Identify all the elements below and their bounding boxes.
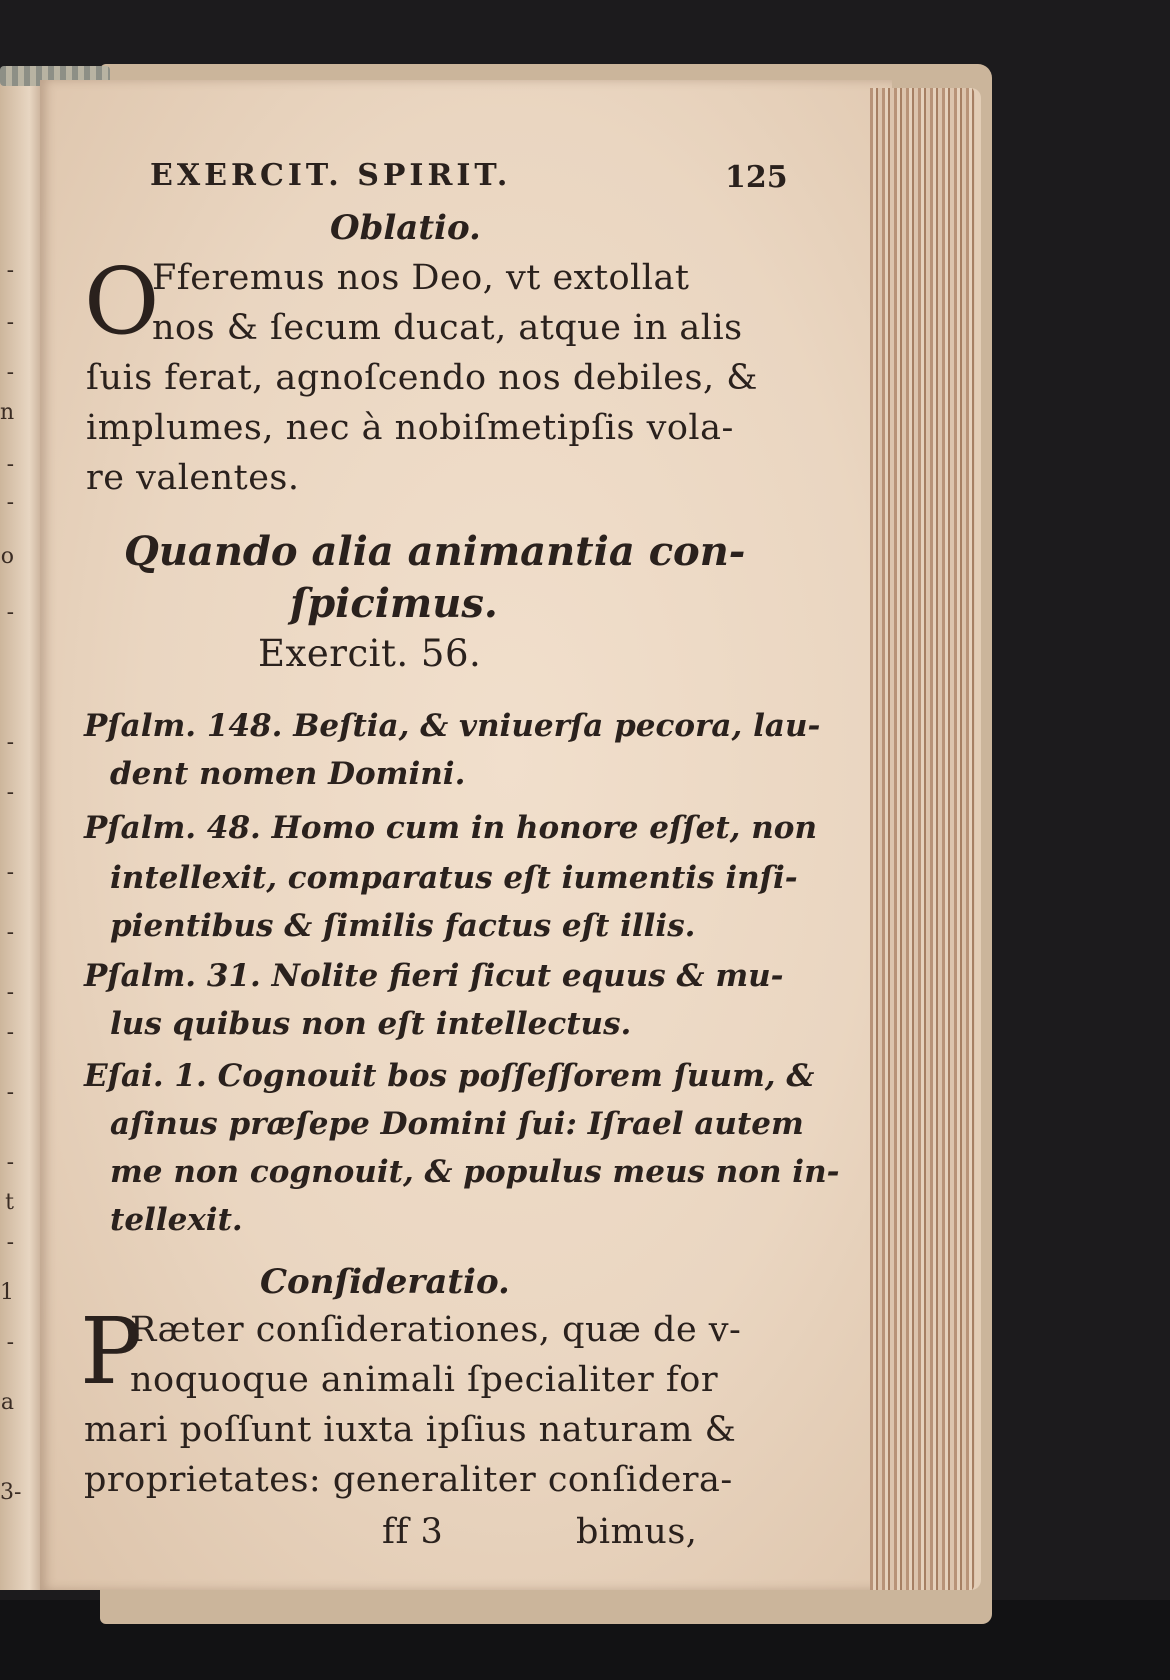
citation-line: dent nomen Domini.: [110, 756, 466, 792]
citation-line: intellexit, comparatus eſt iumentis inſi-: [110, 860, 798, 896]
citation-line: Eſai. 1. Cognouit bos poſſeſſorem ſuum, &: [84, 1058, 815, 1094]
citation-line: Pſalm. 48. Homo cum in honore eſſet, non: [84, 810, 818, 846]
running-title: EXERCIT. SPIRIT.: [150, 158, 512, 193]
page-number: 125: [725, 160, 788, 195]
left-page-fragment: t: [5, 1190, 14, 1215]
catchword: bimus,: [576, 1512, 698, 1552]
left-page-fragment: -: [6, 1330, 14, 1355]
citation-line: lus quibus non eſt intellectus.: [110, 1006, 632, 1042]
left-page-fragment: -: [6, 1080, 14, 1105]
oblatio-line: Fferemus nos Deo, vt extollat: [152, 258, 690, 298]
left-page-fragment: -: [6, 600, 14, 625]
exercise-number: Exercit. 56.: [258, 632, 482, 675]
left-page-fragment: 3-: [0, 1480, 22, 1505]
left-page-fragment: 1: [0, 1280, 14, 1305]
section-title: Quando alia animantia con-: [124, 528, 746, 575]
left-page-fragment: -: [6, 1230, 14, 1255]
citation-line: Pſalm. 31. Nolite fieri ſicut equus & mu-: [84, 958, 784, 994]
citation-line: aſinus præſepe Domini ſui: Iſrael autem: [110, 1106, 804, 1142]
oblatio-line: re valentes.: [86, 458, 300, 498]
left-page-fragment: -: [6, 780, 14, 805]
left-page-fragment: -: [6, 310, 14, 335]
citation-line: me non cognouit, & populus meus non in-: [110, 1154, 840, 1190]
left-page-fragment: -: [6, 452, 14, 477]
section-title-continued: ſpicimus.: [290, 580, 498, 627]
left-page-fragment: -: [6, 1020, 14, 1045]
consideratio-line: Ræter conſiderationes, quæ de v-: [130, 1310, 742, 1350]
citation-line: tellexit.: [110, 1202, 243, 1238]
section-heading-consideratio: Conſideratio.: [260, 1262, 510, 1302]
left-page-fragment: o: [0, 544, 14, 569]
left-page-fragment: -: [6, 920, 14, 945]
left-page-fragment: -: [6, 360, 14, 385]
consideratio-line: proprietates: generaliter conſidera-: [84, 1460, 733, 1500]
left-page-fragment: -: [6, 490, 14, 515]
oblatio-line: ſuis ferat, agnoſcendo nos debiles, &: [86, 358, 758, 398]
signature-mark: ff 3: [382, 1512, 444, 1552]
section-heading-oblatio: Oblatio.: [330, 208, 481, 248]
drop-cap-o: O: [84, 248, 160, 355]
citation-line: pientibus & ſimilis factus eſt illis.: [110, 908, 696, 944]
facing-left-page: [0, 80, 44, 1590]
left-page-fragment: -: [6, 258, 14, 283]
oblatio-line: implumes, nec à nobiſmetipſis vola-: [86, 408, 734, 448]
left-page-fragment: -: [6, 980, 14, 1005]
consideratio-line: mari poſſunt iuxta ipſius naturam &: [84, 1410, 737, 1450]
left-page-fragment: n: [0, 400, 15, 425]
left-page-fragment: a: [0, 1390, 14, 1415]
page-fore-edge: [870, 88, 981, 1590]
citation-line: Pſalm. 148. Beſtia, & vniuerſa pecora, lau-: [84, 708, 821, 744]
left-page-fragment: -: [6, 1150, 14, 1175]
consideratio-line: noquoque animali ſpecialiter for: [130, 1360, 719, 1400]
drop-cap-p: P: [80, 1298, 142, 1405]
left-page-fragment: -: [6, 730, 14, 755]
left-page-fragment: -: [6, 860, 14, 885]
oblatio-line: nos & ſecum ducat, atque in alis: [152, 308, 743, 348]
